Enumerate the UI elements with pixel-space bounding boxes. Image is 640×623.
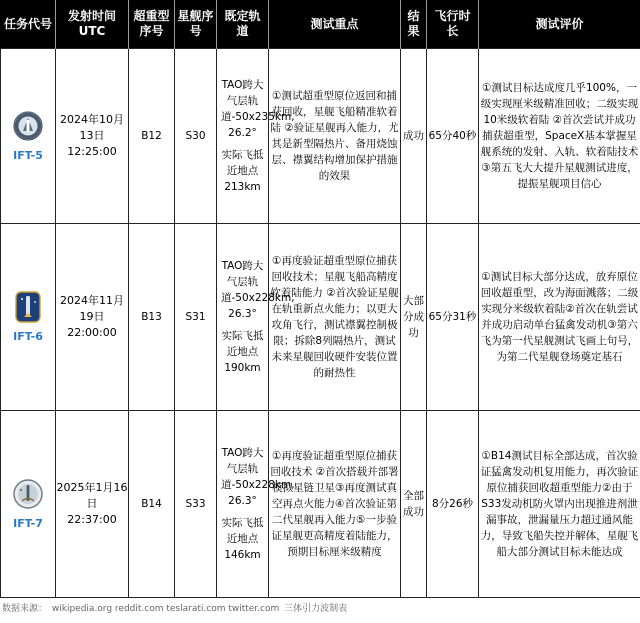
flight-duration: 8分26秒 [427,411,479,598]
launch-clock: 22:37:00 [67,513,117,526]
flight-duration: 65分40秒 [427,49,479,224]
test-focus: ①再度验证超重型原位捕获回收技术；星舰飞船高精度软着陆能力 ②首次验证星舰在轨重新点火能力；以更大攻角飞行，测试襟翼控制极限；拆除8列隔热片，测试未来星舰回收硬件安装位置的耐热性 [269,224,401,411]
actual-perigee: 实际飞抵近地点213km [221,149,264,193]
header-result: 结果 [401,0,427,49]
header-ship: 星舰序号 [175,0,217,49]
test-focus: ①测试超重型原位返回和捕获回收，星舰飞船精准软着陆 ②验证星舰再入能力，尤其是新型隔热片、备用烧蚀层、襟翼结构增加保护措施的效果 [269,49,401,224]
source-label: 数据来源： [2,604,48,614]
mission-cell [1,224,56,411]
actual-perigee: 实际飞抵近地点146km [221,517,264,561]
mission-name: IFT-6 [13,330,43,343]
header-focus: 测试重点 [269,0,401,49]
booster-id: B13 [129,224,175,411]
ship-id: S30 [175,49,217,224]
booster-id: B12 [129,49,175,224]
result: 全部成功 [401,411,427,598]
header-duration: 飞行时长 [427,0,479,49]
launch-date: 2025年1月16日 [56,481,128,510]
launch-time-cell [56,224,129,411]
ift-6-mission-patch-icon [13,290,43,324]
launch-clock: 22:00:00 [67,326,117,339]
test-evaluation: ①测试目标达成度几乎100%，一级实现厘米级精准回收；二级实现10米级软着陆 ②首次尝试并成功捕获超重型，SpaceX基本掌握星舰系统的发射、入轨、软着陆技术 ③第五飞大大提升星舰测试进度，提振星舰项目信心 [479,49,640,224]
test-focus: ①再度验证超重型原位捕获回收技术 ②首次搭载并部署模拟星链卫星③再度测试真空再点火能力④首次验证第二代星舰再入能力⑤一步验证星舰更高精度着陆能力，预期目标厘米级精度 [269,411,401,598]
ship-id: S31 [175,224,217,411]
header-booster: 超重型序号 [129,0,175,49]
actual-perigee: 实际飞抵近地点190km [221,330,264,374]
table-credit: 三体引力波制表 [284,604,348,614]
launch-time-cell [56,49,129,224]
test-evaluation: ①B14测试目标全部达成，首次验证猛禽发动机复用能力，再次验证原位捕获回收超重型能力②由于S33发动机防火罩内出现推进剂泄漏事故，泄漏量压力超过通风能力，导致飞船失控并解体，星舰飞船大部分测试目标未能达成 [479,411,640,598]
launch-date: 2024年11月19日 [60,294,124,323]
mission-cell [1,49,56,224]
ift-5-mission-patch-icon [13,109,43,143]
header-orbit: 既定轨道 [217,0,269,49]
planned-orbit: TAO跨大气层轨道-50x228km, 26.3° [221,447,295,507]
header-launch-time: 发射时间UTC [56,0,129,49]
ship-id: S33 [175,411,217,598]
source-sites: wikipedia.org reddit.com teslarati.com twitter.com [51,604,280,614]
ift-7-mission-patch-icon [13,477,43,511]
table-row [1,411,640,598]
launch-time-cell [56,411,129,598]
test-evaluation: ①测试目标大部分达成，放弃原位回收超重型，改为海面溅落；二级实现分米级软着陆②首次在轨尝试并成功启动单台猛禽发动机③第六飞为第一代星舰测试飞画上句号，为第二代星舰登场奠定基石 [479,224,640,411]
orbit-cell [217,411,295,598]
table-row [1,224,640,411]
planned-orbit: TAO跨大气层轨道-50x235km, 26.2° [221,79,295,139]
mission-name: IFT-5 [13,149,43,162]
table-row [1,49,640,224]
mission-name: IFT-7 [13,517,43,530]
mission-cell [1,411,56,598]
planned-orbit: TAO跨大气层轨道-50x228km, 26.3° [221,260,295,320]
orbit-cell [217,224,295,411]
source-footer [2,603,638,615]
result: 大部分成功 [401,224,427,411]
launch-clock: 12:25:00 [67,145,117,158]
result: 成功 [401,49,427,224]
header-evaluation: 测试评价 [479,0,640,49]
booster-id: B14 [129,411,175,598]
header-mission: 任务代号 [1,0,56,49]
orbit-cell [217,49,295,224]
launch-date: 2024年10月13日 [60,113,124,142]
flight-duration: 65分31秒 [427,224,479,411]
header-row [1,0,640,49]
